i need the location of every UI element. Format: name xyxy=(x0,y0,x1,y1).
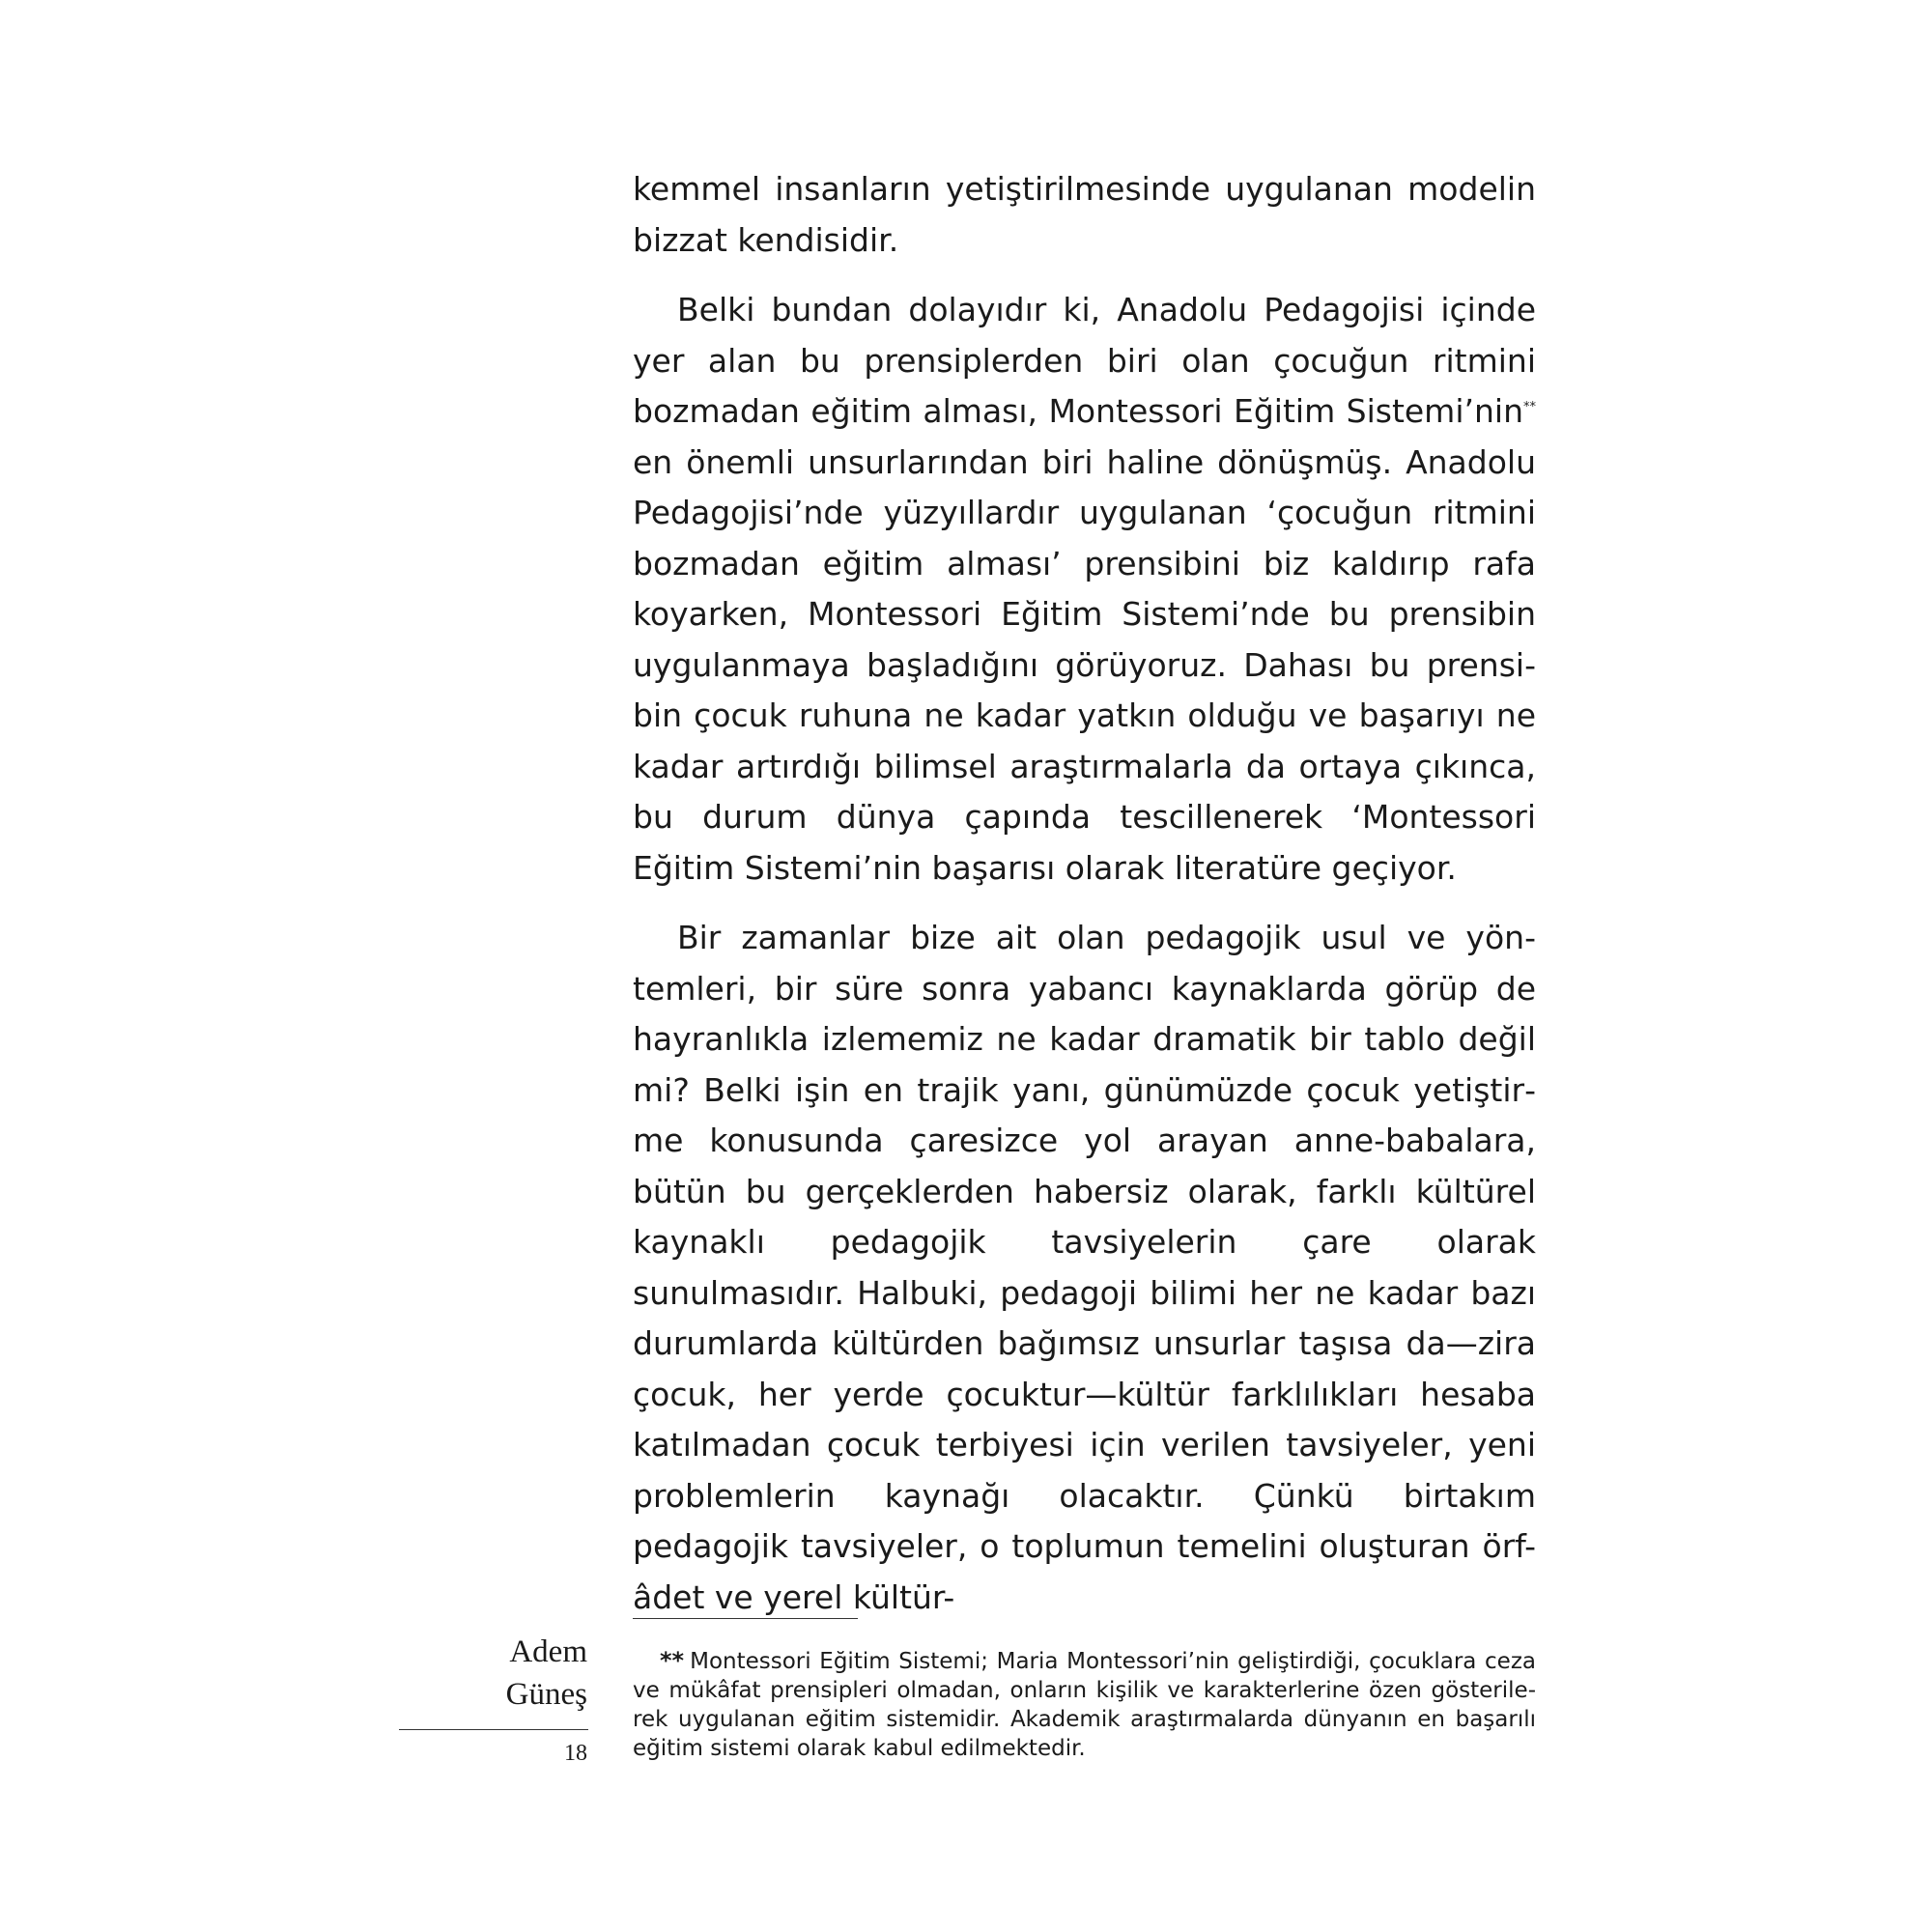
paragraph-2-text-b: en önemli unsurlarından biri haline dönüşmüş. Anadolu Pedagojisi’nde yüzyıllardır uygulanan ‘çocuğun ritmini bozmadan eğitim alması’ prensibini biz kaldırıp rafa koyarken, Montessori Eğitim Sistemi’nde bu prensibin uygulanmaya başladığını görüyoruz. Dahası bu prensibin çocuk ruhuna ne kadar yatkın olduğu ve başarıyı ne kadar artırdığı bilimsel araştırmalarla da ortaya çıkınca, bu durum dünya çapında tescillenerek ‘Montessori Eğitim Sistemi’nin başarısı olarak literatüre geçiyor. xyxy=(633,442,1536,887)
paragraph-2-text-a: Belki bundan dolayıdır ki, Anadolu Pedagojisi içinde yer alan bu prensiplerden biri olan çocuğun ritmini bozmadan eğitim alması, Montessori Eğitim Sistemi’nin xyxy=(633,291,1536,430)
paragraph-3: Bir zamanlar bize ait olan pedagojik usul ve yöntemleri, bir süre sonra yabancı kaynaklarda görüp de hayranlıkla izlememiz ne kadar dramatik bir tablo değil mi? Belki işin en trajik yanı, günümüzde çocuk yetiştirme konusunda çaresizce yol arayan anne-babalara, bütün bu gerçeklerden habersiz olarak, farklı kültürel kaynaklı pedagojik tavsiyelerin çare olarak sunulmasıdır. Halbuki, pedagoji bilimi her ne kadar bazı durumlarda kültürden bağımsız unsurlar taşısa da—zira çocuk, her yerde çocuktur—kültür farklılıkları hesaba katılmadan çocuk terbiyesi için verilen tavsiyeler, yeni problemlerin kaynağı olacaktır. Çünkü birtakım pedagojik tavsiyeler, o toplumun temelini oluşturan örf-âdet ve yerel kültür- xyxy=(633,919,1536,1616)
footnote-text: Montessori Eğitim Sistemi; Maria Montessori’nin geliştirdiği, çocuklara ceza ve mükâfat prensipleri olmadan, onların kişilik ve karakterlerine özen gösterilerek uygulanan eğitim sistemidir. Akademik araştırmalarda dünyanın en başarılı eğitim sistemi olarak kabul edilmektedir. xyxy=(633,1649,1536,1761)
author-first-name: Adem xyxy=(509,1634,587,1669)
author-name xyxy=(506,1631,587,1716)
paragraph-1: kemmel insanların yetiştirilmesinde uygulanan modelin bizzat kendisidir. xyxy=(633,170,1536,259)
author-divider xyxy=(399,1729,588,1730)
author-last-name: Güneş xyxy=(505,1677,587,1712)
paragraph-2 xyxy=(633,285,1536,894)
footnote xyxy=(633,1646,1536,1763)
page-number: 18 xyxy=(564,1741,587,1766)
footnote-reference: ** xyxy=(1523,400,1536,414)
body-text xyxy=(633,164,1536,1623)
footnote-divider xyxy=(633,1618,858,1619)
footnote-marker: ** xyxy=(660,1647,685,1674)
